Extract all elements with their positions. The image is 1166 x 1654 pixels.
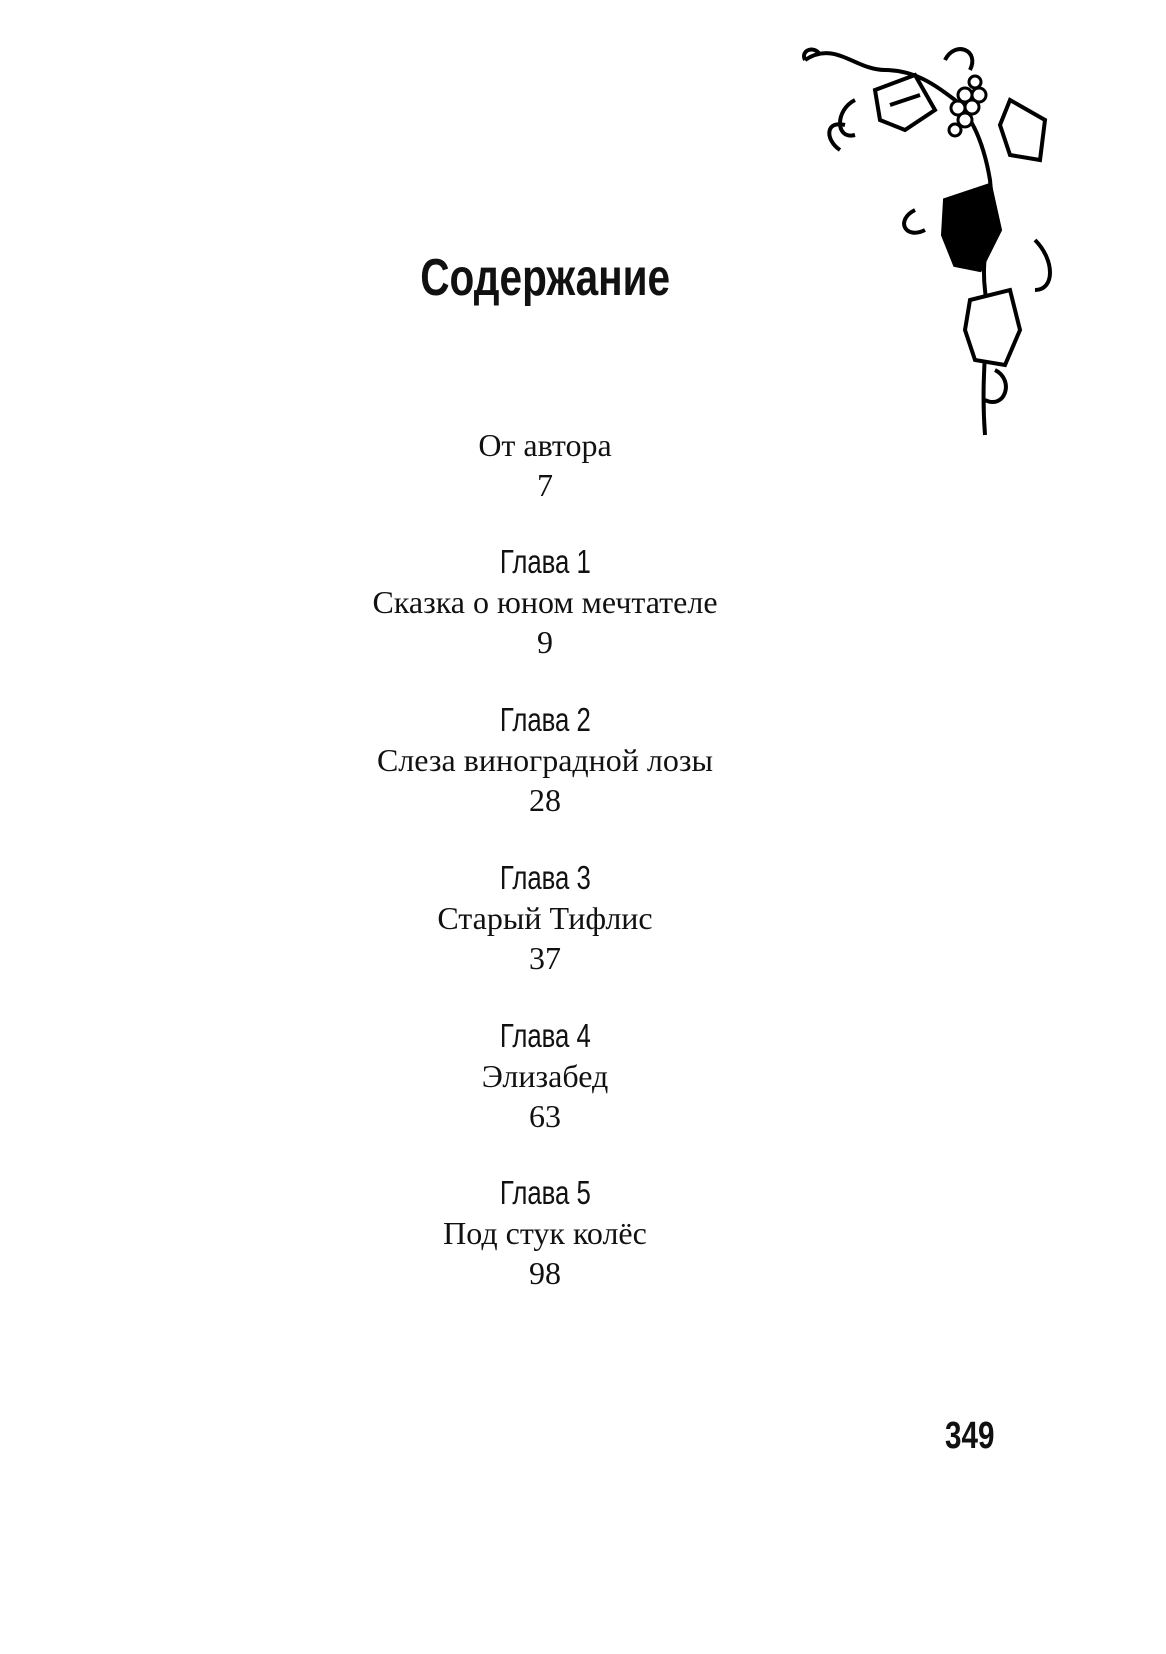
page-title: Содержание (420, 249, 670, 307)
entry-name: Слеза виноградной лозы (376, 742, 714, 778)
toc-entry (0, 1016, 1090, 1136)
entry-name: Старый Тифлис (437, 900, 653, 936)
toc-entry (0, 858, 1090, 978)
entry-page: 28 (529, 782, 561, 818)
entry-name: Элизабед (481, 1058, 609, 1094)
chapter-label: Глава 1 (499, 543, 591, 580)
toc-entry-intro (0, 425, 1090, 505)
toc-entry (0, 700, 1090, 820)
toc-entry (0, 542, 1090, 662)
page-number: 349 (945, 1415, 995, 1457)
grapevine-ornament (795, 40, 1065, 450)
chapter-label: Глава 5 (499, 1174, 591, 1211)
entry-page: 63 (529, 1098, 561, 1134)
entry-page: 9 (537, 624, 553, 660)
entry-name: Под стук колёс (443, 1215, 647, 1251)
chapter-label: Глава 3 (499, 859, 591, 896)
entry-page: 7 (537, 467, 553, 503)
entry-name: От автора (478, 427, 612, 463)
entry-page: 98 (529, 1255, 561, 1291)
entry-name: Сказка о юном мечтателе (372, 584, 718, 620)
toc-entry (0, 1173, 1090, 1293)
entry-page: 37 (529, 940, 561, 976)
chapter-label: Глава 2 (499, 701, 591, 738)
chapter-label: Глава 4 (499, 1017, 591, 1054)
